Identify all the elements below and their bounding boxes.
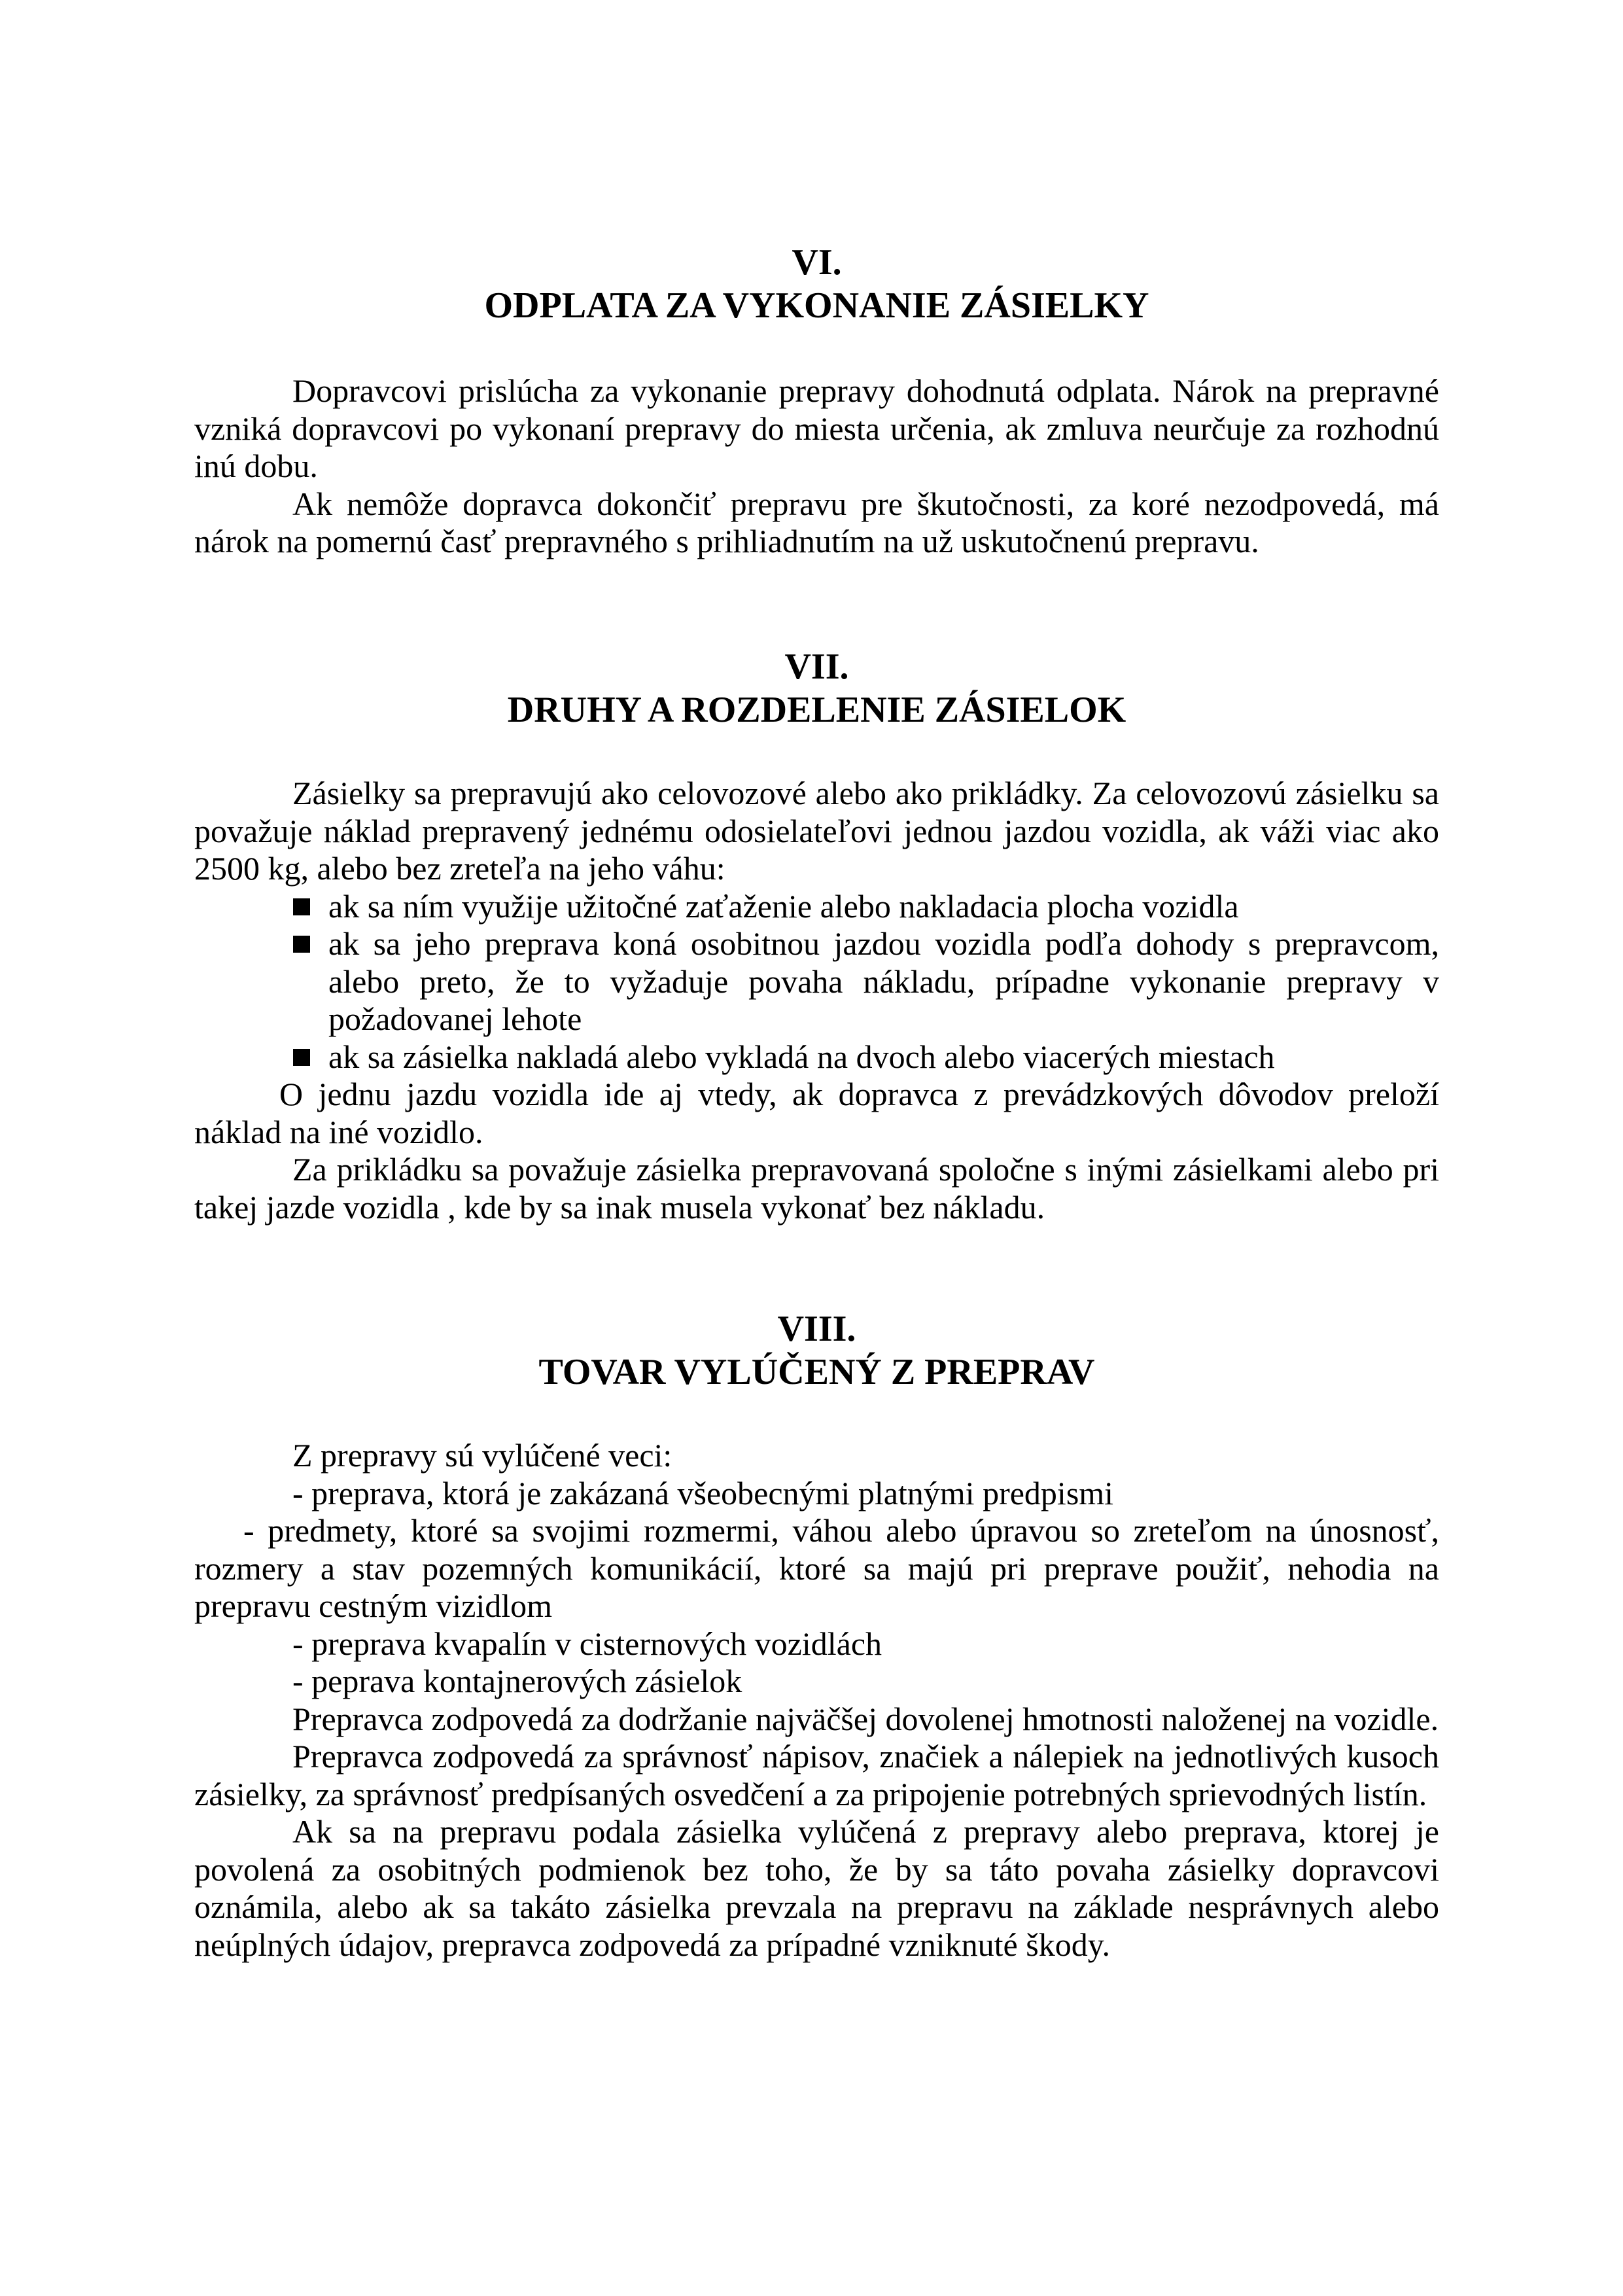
paragraph: Za prikládku sa považuje zásielka prepravovaná spoločne s inými zásielkami alebo pri takej jazde vozidla , kde by sa inak musela vykonať bez nákladu. (194, 1151, 1439, 1226)
square-bullet-icon (293, 898, 310, 915)
bullet-text: ak sa jeho preprava koná osobitnou jazdou vozidla podľa dohody s prepravcom, alebo preto, že to vyžaduje povaha nákladu, prípadne vykonanie prepravy v požadovanej lehote (328, 925, 1439, 1037)
bullet-text: ak sa ním využije užitočné zaťaženie alebo nakladacia plocha vozidla (328, 887, 1239, 925)
section-number: VI. (792, 242, 842, 283)
bullet-item (194, 1038, 1439, 1076)
paragraph: Prepravca zodpovedá za dodržanie najväčšej dovolenej hmotnosti naloženej na vozidle. (292, 1700, 1439, 1737)
dash-item: - predmety, ktoré sa svojimi rozmermi, váhou alebo úpravou so zreteľom na únosnosť, rozmery a stav pozemných komunikácií, ktoré sa majú pri preprave použiť, nehodia na prepravu cestným vizidlom (194, 1512, 1439, 1624)
bullet-item (194, 888, 1439, 926)
intro-paragraph: Z prepravy sú vylúčené veci: (292, 1437, 672, 1474)
section-number: VIII. (777, 1309, 856, 1349)
intro-paragraph: Zásielky sa prepravujú ako celovozové alebo ako prikládky. Za celovozovú zásielku sa považuje náklad prepravený jednému odosielateľovi jednou jazdou vozidla, ak váži viac ako 2500 kg, alebo bez zreteľa na jeho váhu: (194, 775, 1439, 887)
square-bullet-icon (293, 1049, 310, 1066)
paragraph: Ak nemôže dopravca dokončiť prepravu pre škutočnosti, za koré nezodpovedá, má nárok na pomernú časť prepravného s prihliadnutím na už uskutočnenú prepravu. (194, 485, 1439, 559)
section-vii (194, 645, 1439, 1226)
bullet-text: ak sa zásielka nakladá alebo vykladá na dvoch alebo viacerých miestach (328, 1038, 1275, 1075)
section-viii (194, 1307, 1439, 1964)
section-title: ODPLATA ZA VYKONANIE ZÁSIELKY (484, 285, 1149, 326)
dash-item: - preprava, ktorá je zakázaná všeobecnými platnými predpismi (292, 1474, 1114, 1511)
section-vi (194, 241, 1439, 561)
bullet-list (194, 888, 1439, 1076)
paragraph: O jednu jazdu vozidla ide aj vtedy, ak dopravca z prevádzkových dôvodov preloží náklad na iné vozidlo. (194, 1076, 1439, 1150)
bullet-item (194, 925, 1439, 1038)
paragraph: Prepravca zodpovedá za správnosť nápisov, značiek a nálepiek na jednotlivých kusoch zásielky, za správnosť predpísaných osvedčení a za pripojenie potrebných sprievodných listín. (194, 1738, 1439, 1812)
dash-item: - preprava kvapalín v cisternových vozidlách (292, 1625, 882, 1662)
paragraph: Dopravcovi prislúcha za vykonanie prepravy dohodnutá odplata. Nárok na prepravné vzniká dopravcovi po vykonaní prepravy do miesta určenia, ak zmluva neurčuje za rozhodnú inú dobu. (194, 372, 1439, 484)
section-title: TOVAR VYLÚČENÝ Z PREPRAV (538, 1352, 1095, 1392)
section-number: VII. (784, 646, 849, 687)
square-bullet-icon (293, 936, 310, 953)
section-title: DRUHY A ROZDELENIE ZÁSIELOK (507, 690, 1126, 730)
paragraph: Ak sa na prepravu podala zásielka vylúčená z prepravy alebo preprava, ktorej je povolená za osobitných podmienok bez toho, že by sa táto povaha zásielky dopravcovi oznámila, alebo ak sa takáto zásielka prevzala na prepravu na základe nesprávnych alebo neúplných údajov, prepravca zodpovedá za prípadné vzniknuté škody. (194, 1813, 1439, 1963)
dash-item: - peprava kontajnerových zásielok (292, 1663, 742, 1699)
